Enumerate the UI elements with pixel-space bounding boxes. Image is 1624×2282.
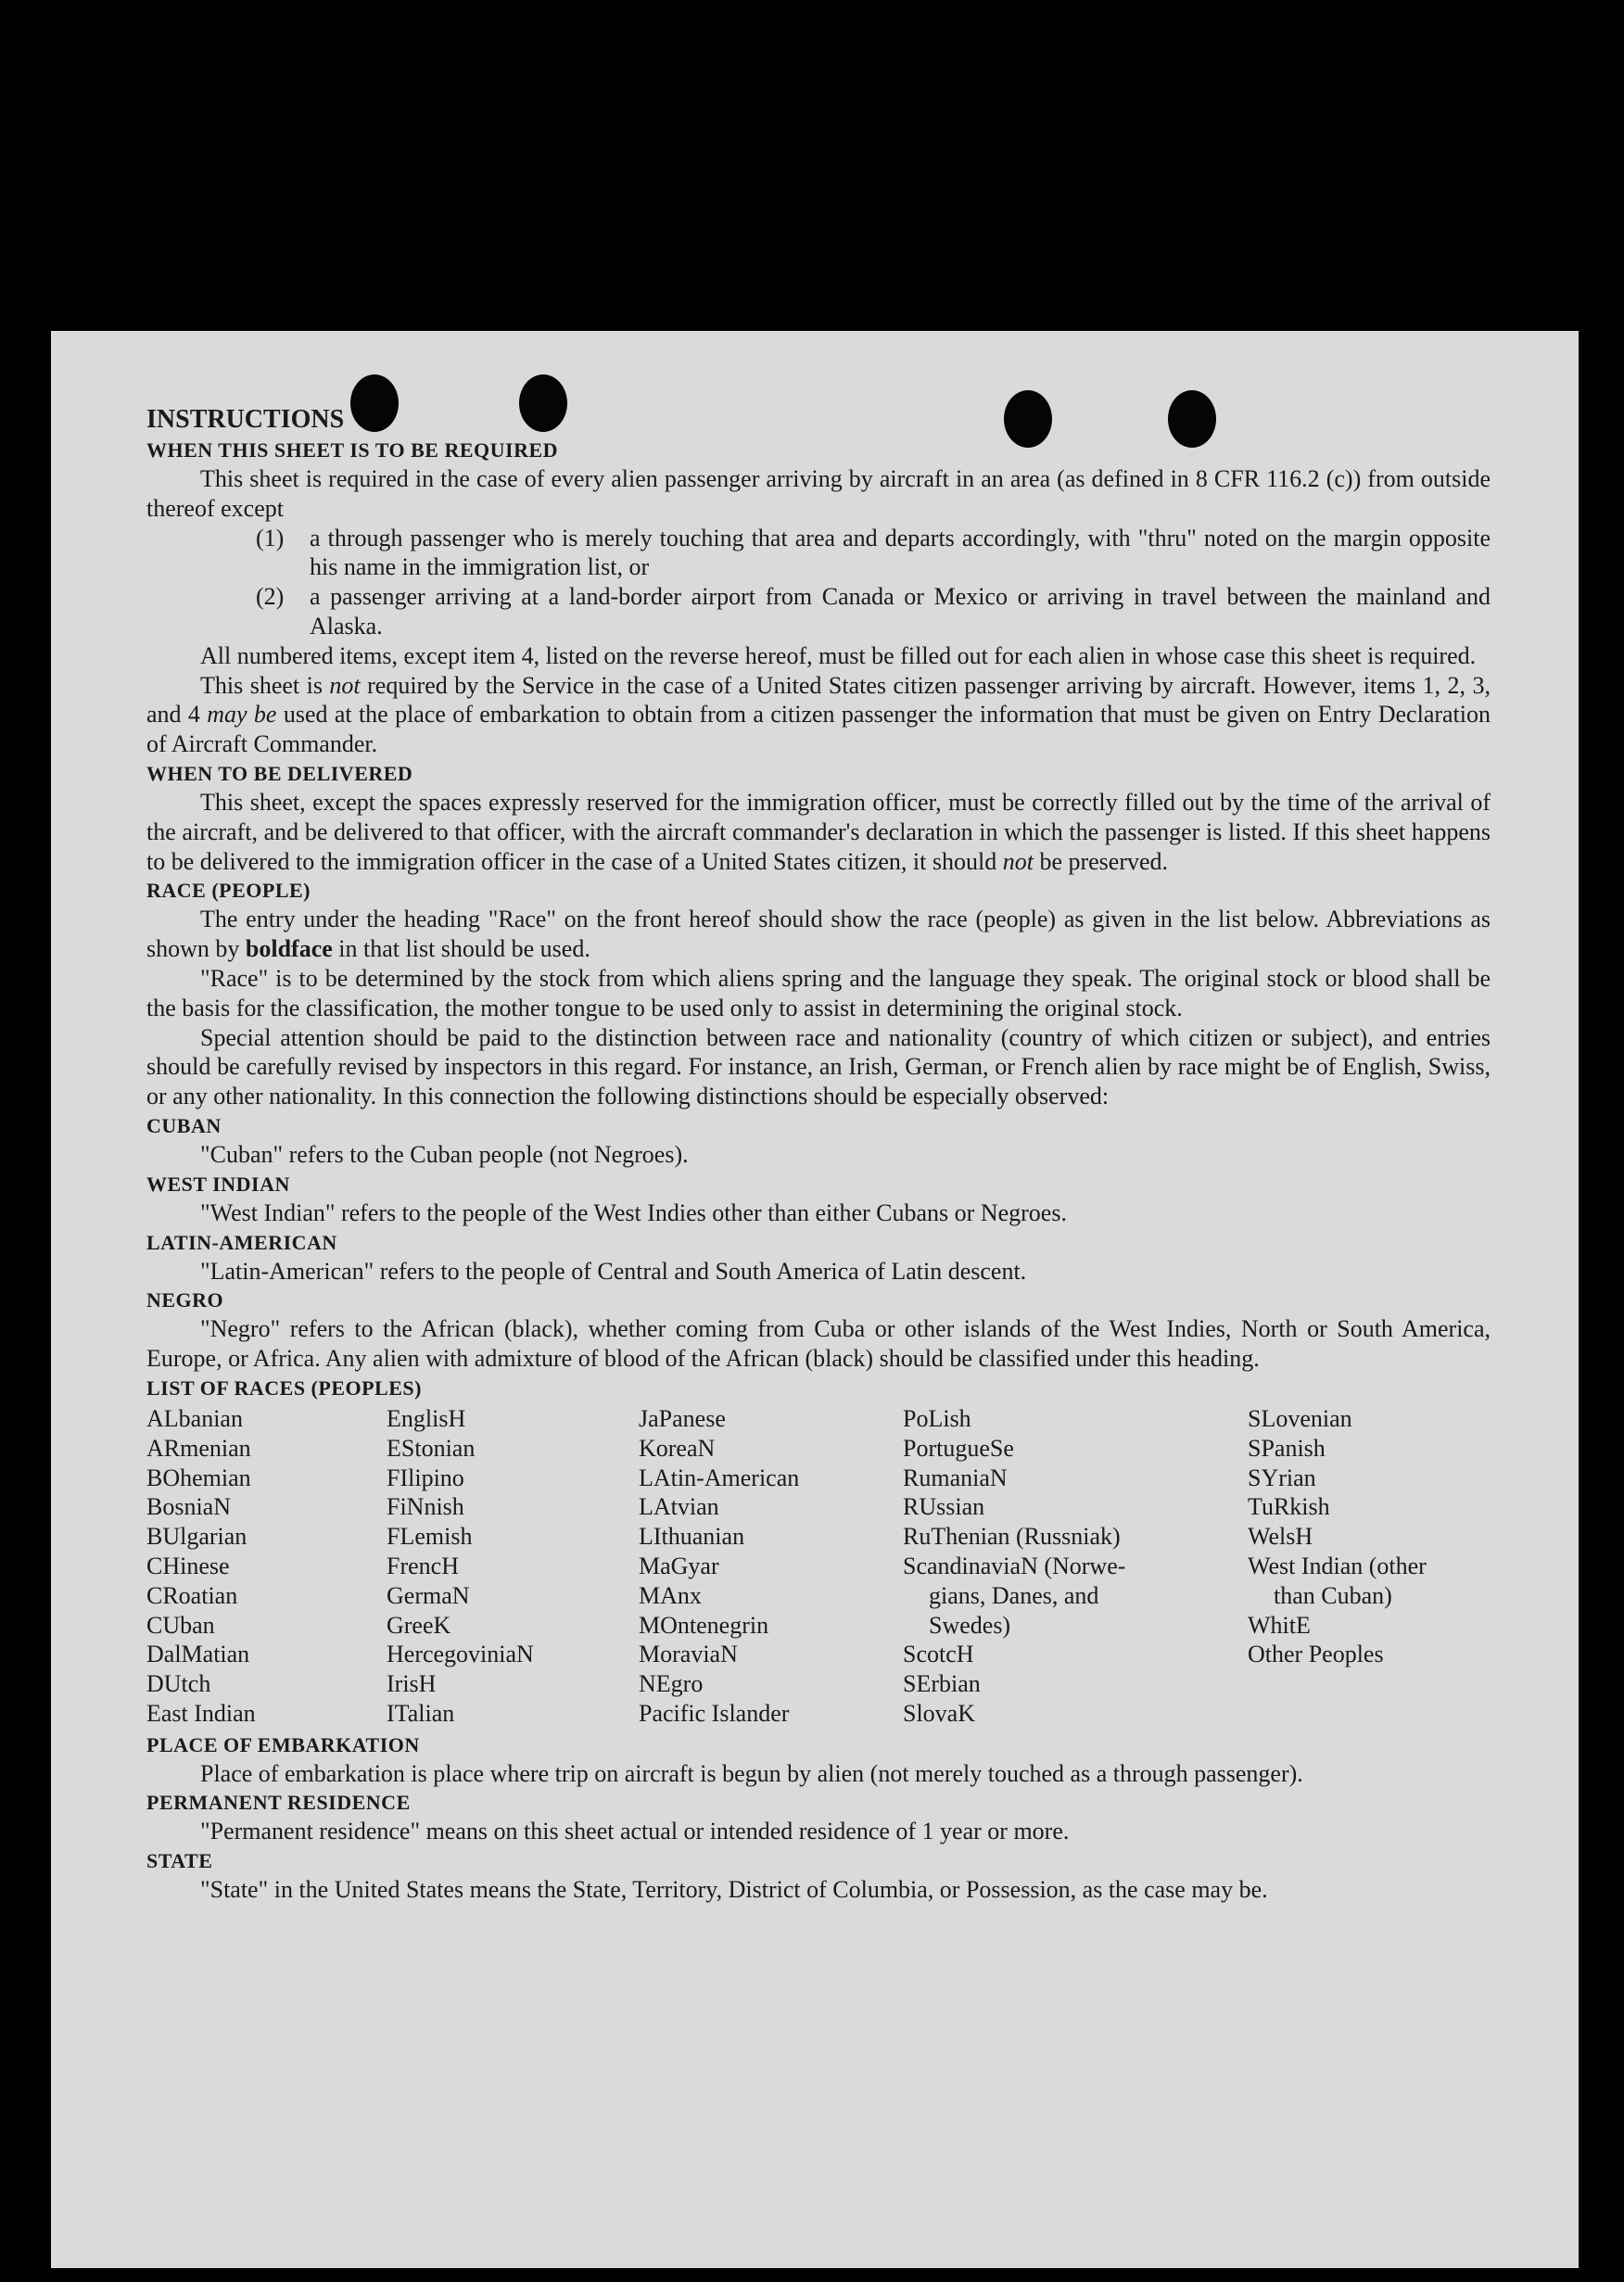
section-heading-negro: NEGRO [146,1288,224,1312]
race-entry: ScotcH [903,1641,974,1668]
race-column [387,1404,639,1729]
race-entry: gians, Danes, and [929,1581,1099,1609]
race-entry: SYrian [1248,1464,1316,1491]
race-entry: BOhemian [146,1464,251,1491]
race-entry: ITalian [387,1699,455,1727]
race-entry: WhitE [1248,1611,1311,1639]
race-entry: ScandinaviaN (Norwe- [903,1552,1126,1579]
race-entry: HercegoviniaN [387,1641,534,1668]
section-heading-cuban: CUBAN [146,1113,222,1137]
race-entry: West Indian (other [1248,1552,1427,1579]
race-entry: PoLish [903,1404,971,1432]
race-entry: DUtch [146,1670,211,1698]
race-entry: MoraviaN [639,1641,738,1668]
race-entry: NEgro [639,1670,704,1698]
list-item [146,582,1491,641]
race-column [146,1404,387,1729]
item-number: (2) [256,583,285,611]
race-entry: GreeK [387,1611,451,1639]
race-entry: EStonian [387,1434,476,1462]
race-column [639,1404,903,1729]
paragraph: "West Indian" refers to the people of the West Indies other than either Cubans or Negroes. [200,1198,1067,1226]
section-heading-place-of-embarkation: PLACE OF EMBARKATION [146,1732,420,1756]
race-entry: FrencH [387,1552,459,1579]
race-column [903,1404,1248,1729]
race-entry: EnglisH [387,1404,466,1432]
item-text: a through passenger who is merely touching that area and departs accordingly, with "thru" noted on the margin opposite his name in the immigration list, or [310,524,1491,581]
section-heading-state: STATE [146,1849,213,1873]
section-heading-when-required: WHEN THIS SHEET IS TO BE REQUIRED [146,438,559,462]
paragraph: Special attention should be paid to the distinction between race and nationality (country of which citizen or subject), and entries should be carefully revised by inspectors in this regard. For instance, an Irish, German, or French alien by race might be of English, Swiss, or any other nationality. In this connection the following distinctions should be especially observed: [146,1023,1491,1110]
race-entry: SPanish [1248,1434,1326,1462]
race-entry: CRoatian [146,1581,238,1609]
race-entry: FLemish [387,1523,473,1551]
paragraph: Place of embarkation is place where trip on aircraft is begun by alien (not merely touched as a through passenger). [200,1759,1303,1787]
race-list [146,1404,1491,1729]
page-title: INSTRUCTIONS [146,405,345,434]
race-entry: BUlgarian [146,1523,247,1551]
race-entry: CUban [146,1611,215,1639]
race-entry: LAtvian [639,1493,719,1521]
list-item [146,524,1491,583]
race-entry: RumaniaN [903,1464,1008,1491]
race-entry: ALbanian [146,1404,243,1432]
paragraph: This sheet is not required by the Service in the case of a United States citizen passenger arriving by aircraft. However, items 1, 2, 3, and 4 may be used at the place of embarkation to obtain from a citizen passenger the information that must be given on Entry Declaration of Aircraft Commander. [146,671,1491,758]
race-entry: Swedes) [929,1611,1011,1639]
race-entry: PortugueSe [903,1434,1014,1462]
race-entry: MaGyar [639,1552,719,1579]
race-entry: JaPanese [639,1404,726,1432]
race-entry: RuThenian (Russniak) [903,1523,1121,1551]
race-entry: MAnx [639,1581,702,1609]
section-heading-when-delivered: WHEN TO BE DELIVERED [146,761,413,785]
paragraph: "Cuban" refers to the Cuban people (not Negroes). [200,1140,689,1168]
race-entry: than Cuban) [1274,1581,1392,1609]
race-entry: FIlipino [387,1464,464,1491]
race-entry: RUssian [903,1493,985,1521]
item-number: (1) [256,524,285,551]
race-entry: SLovenian [1248,1404,1352,1432]
section-heading-list-of-races: LIST OF RACES (PEOPLES) [146,1376,422,1400]
paragraph: "Latin-American" refers to the people of Central and South America of Latin descent. [200,1257,1027,1285]
item-text: a passenger arriving at a land-border airport from Canada or Mexico or arriving in travel between the mainland and Alaska. [310,583,1491,640]
paragraph: "Negro" refers to the African (black), whether coming from Cuba or other islands of the West Indies, North or South America, Europe, or Africa. Any alien with admixture of blood of the African (black) should be classified under this heading. [146,1315,1491,1373]
race-entry: SErbian [903,1670,981,1698]
section-heading-latin-american: LATIN-AMERICAN [146,1230,337,1254]
paragraph: "State" in the United States means the State, Territory, District of Columbia, or Possession, as the case may be. [200,1876,1268,1904]
race-entry: LAtin-American [639,1464,800,1491]
race-entry: BosniaN [146,1493,231,1521]
race-entry: ARmenian [146,1434,251,1462]
race-entry: Other Peoples [1248,1641,1384,1668]
race-entry: GermaN [387,1581,470,1609]
paragraph: "Permanent residence" means on this sheet actual or intended residence of 1 year or more. [200,1818,1070,1845]
race-entry: WelsH [1248,1523,1313,1551]
race-entry: FiNnish [387,1493,464,1521]
race-entry: East Indian [146,1699,256,1727]
paragraph: "Race" is to be determined by the stock from which aliens spring and the language they speak. The original stock or blood shall be the basis for the classification, the mother tongue to be used only to assist in determining the original stock. [146,964,1491,1021]
race-entry: KoreaN [639,1434,716,1462]
race-entry: SlovaK [903,1699,975,1727]
race-entry: Pacific Islander [639,1699,790,1727]
race-entry: CHinese [146,1552,230,1579]
race-entry: LIthuanian [639,1523,745,1551]
section-heading-west-indian: WEST INDIAN [146,1172,290,1196]
paragraph: All numbered items, except item 4, listed on the reverse hereof, must be filled out for each alien in whose case this sheet is required. [200,641,1477,669]
race-entry: MOntenegrin [639,1611,769,1639]
race-column [1248,1404,1491,1729]
race-entry: DalMatian [146,1641,250,1668]
race-entry: IrisH [387,1670,437,1698]
instructions-content [146,404,1491,1905]
race-entry: TuRkish [1248,1493,1330,1521]
paragraph: This sheet, except the spaces expressly reserved for the immigration officer, must be correctly filled out by the time of the arrival of the aircraft, and be delivered to that officer, with the aircraft commander's declaration in which the passenger is listed. If this sheet happens to be delivered to the immigration officer in the case of a United States citizen, it should not be preserved. [146,788,1491,875]
paragraph: The entry under the heading "Race" on the front hereof should show the race (people) as given in the list below. Abbreviations as shown by boldface in that list should be used. [146,906,1491,963]
paragraph: This sheet is required in the case of every alien passenger arriving by aircraft in an area (as defined in 8 CFR 116.2 (c)) from outside thereof except [146,465,1491,522]
section-heading-race: RACE (PEOPLE) [146,879,311,903]
section-heading-permanent-residence: PERMANENT RESIDENCE [146,1791,411,1815]
